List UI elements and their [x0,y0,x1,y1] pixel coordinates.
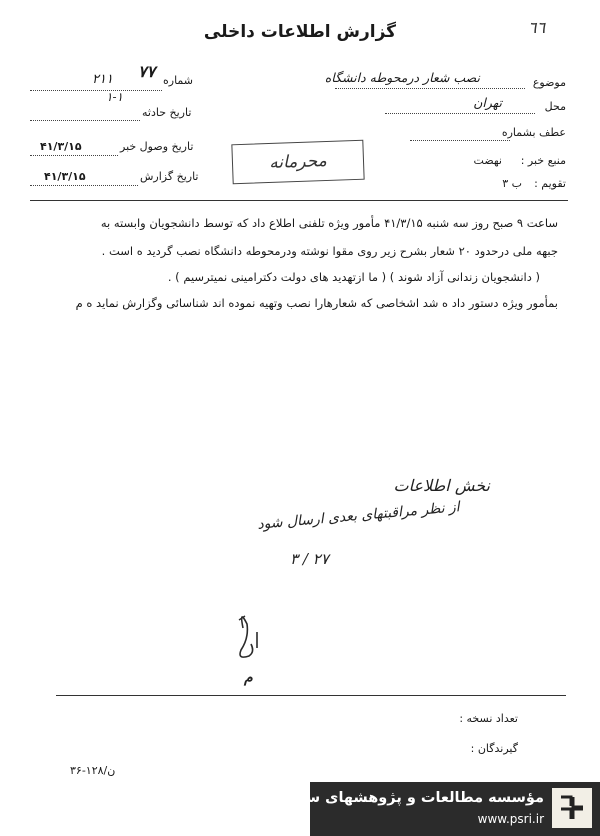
body-line-1: ساعت ۹ صبح روز سه شنبه ۴۱/۳/۱۵ مأمور ویژه تلفنی اطلاع داد که توسط دانشجویان وابسته به [100,216,558,230]
receipt-date-line [30,155,118,156]
swastika-logo-icon [557,793,587,823]
publisher-url[interactable]: www.psri.ir [477,812,544,826]
report-number-prefix: ۲۱۱ [92,72,113,87]
subject-value: نصب شعار درمحوطه دانشگاه [324,70,480,85]
source-value: نهضت [473,154,502,167]
location-value: تهران [473,95,502,110]
receipt-date-label: تاریخ وصول خبر [120,140,194,153]
report-number-value: ۷۷ [138,62,156,81]
report-number-line [30,90,162,91]
signature-scribble [225,598,285,688]
copies-label: تعداد نسخه : [459,712,518,725]
report-number-label: شماره [163,74,194,87]
report-date-value: ۴۱/۳/۱۵ [44,170,86,183]
reference-line [410,140,510,141]
source-label: منبع خبر : [520,154,566,167]
publisher-name: مؤسسه مطالعات و پژوهشهای سیاسی [265,790,544,806]
handwritten-annotation-text: از نظر مراقبتهای بعدی ارسال شود [256,499,461,533]
handwritten-date: ۲۷ / ۳ [290,550,329,568]
recipients-label: گیرندگان : [470,742,518,755]
subject-label: موضوع [532,76,566,89]
receipt-date-value: ۴۱/۳/۱۵ [40,140,82,153]
location-line [385,113,535,114]
corner-mark: ٦٦ [528,18,546,37]
page-title: گزارش اطلاعات داخلی [203,22,397,42]
handwritten-annotation-heading: نخش اطلاعات [393,476,490,495]
report-date-label: تاریخ گزارش [140,170,199,183]
footer-separator [56,695,566,696]
evaluation-value: ب ۳ [502,177,522,190]
header-separator [30,200,568,201]
body-line-2: جبهه ملی درحدود ۲۰ شعار بشرح زیر روی مقوا نوشته ودرمحوطه دانشگاه نصب گردید ه است . [101,244,558,258]
reference-label: عطف بشماره [501,126,566,139]
report-date-line [30,185,138,186]
publisher-logo [552,788,592,828]
event-date-line [30,120,140,121]
confidential-stamp: محرمانه [231,140,364,185]
subject-line [335,88,525,89]
evaluation-label: تقویم : [534,177,566,190]
form-code: ۳۶-۱۲۸/ن [70,764,116,777]
location-label: محل [544,100,566,113]
body-line-3: ( دانشجویان زندانی آزاد شوند ) ( ما ازتهدید های دولت دکترامینی نمیترسیم ) . [167,270,540,284]
report-number-sub: ۱-۱ [106,90,123,104]
event-date-label: تاریخ حادثه [142,106,192,119]
body-line-4: بمأمور ویژه دستور داد ه شد اشخاصی که شعارهارا نصب وتهیه نموده اند شناسائی وگزارش نماید ه م [75,296,558,310]
handwritten-mark: م [244,670,253,686]
